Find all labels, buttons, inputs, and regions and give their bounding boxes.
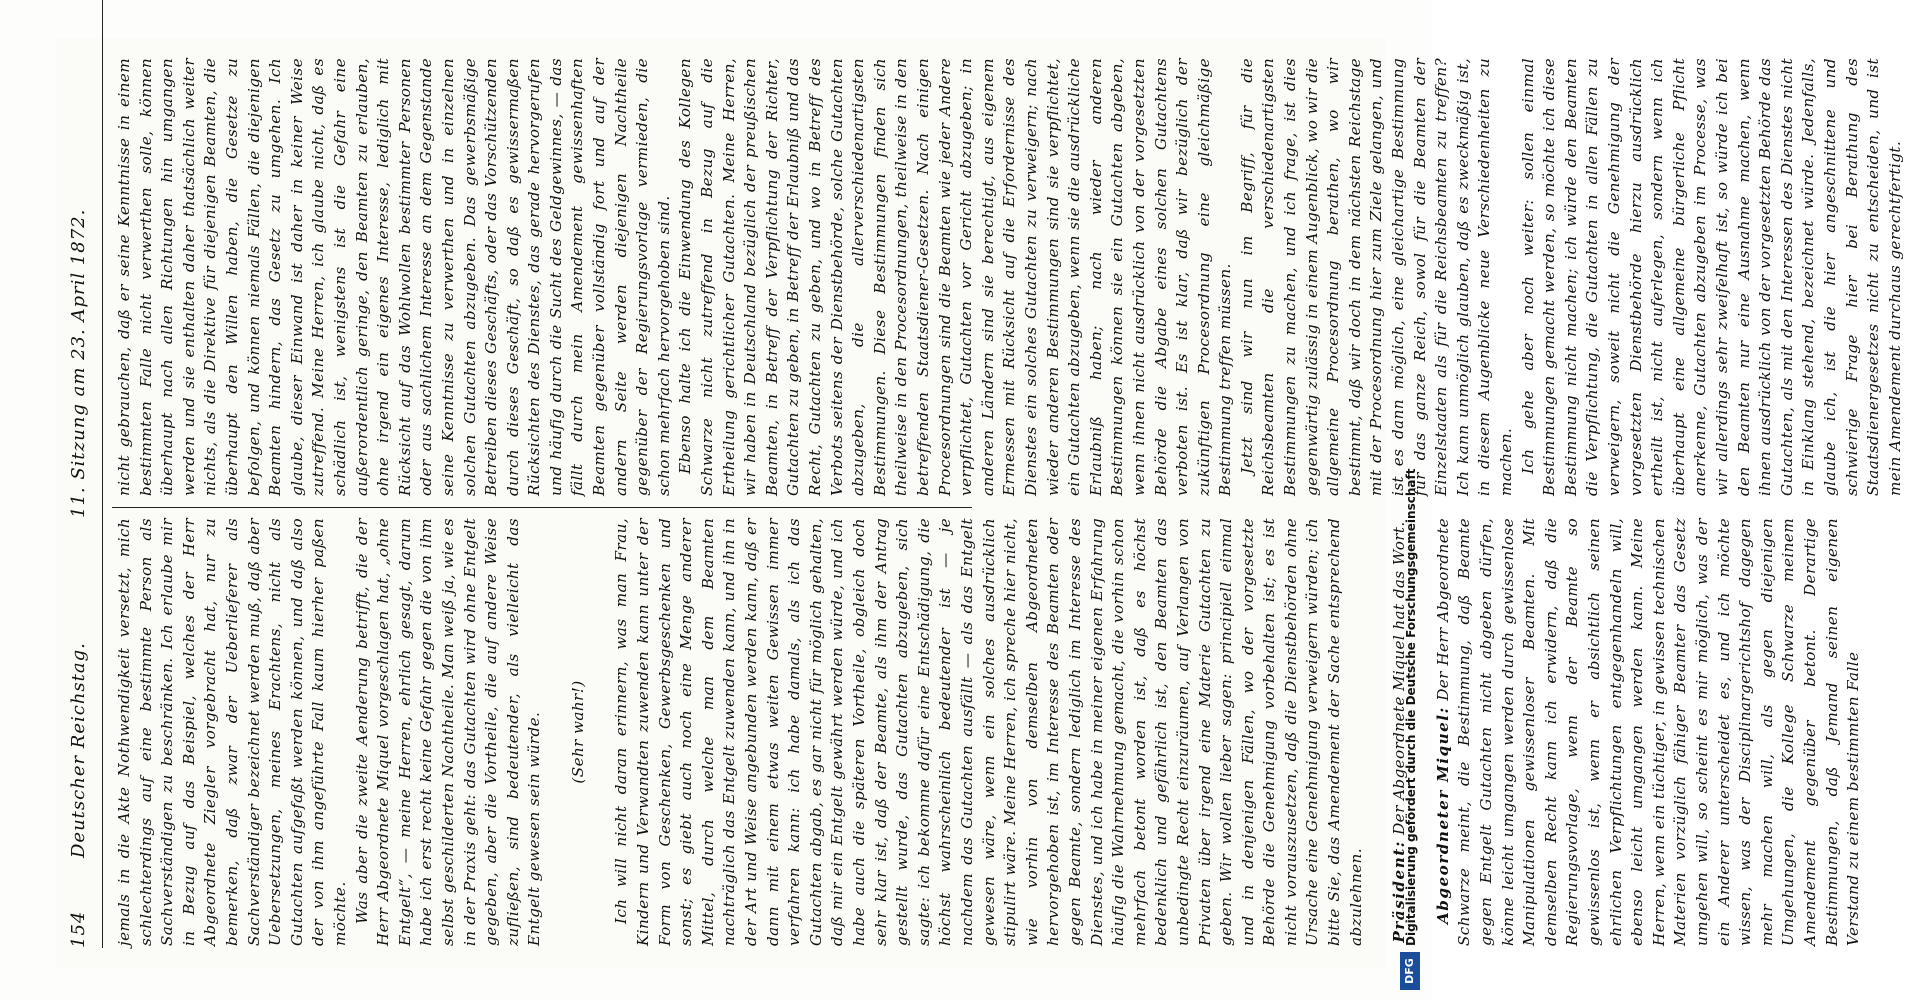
column-divider — [112, 507, 972, 508]
page-header — [64, 58, 98, 948]
right-paragraph-4: Ich gehe aber noch weiter: sollen einmal Bestimmungen gemacht werden, so möchte ich diese Bestimmung nicht machen; ich würde den Beamten die Verpflichtung, die Gutachten in allen Fällen zu verweigern, soweit nicht die Genehmigung der vorgesetzten Dienstbehörde hierzu ausdrücklich ertheilt ist, nicht auferlegen, sondern wenn ich überhaupt eine allgemeine bürgerliche Pflicht anerkenne, Gutachten abzugeben im Processe, was wir allerdings sehr zweifelhaft ist, so würde ich bei den Beamten nur eine Ausnahme machen, wenn ihnen ausdrücklich von der vorgesetzten Behörde das Gutachten, als mit den Interessen des Dienstes nicht in Einklang stehend, bezeichnet würde. Jedenfalls, glaube ich, ist die hier angeschnittene und schwierige Frage hier bei Berathung des Staatsdienergesetzes nicht zu entscheiden, und ist mein Amendement durchaus gerechtfertigt. — [1518, 58, 1904, 496]
dfg-funding-note — [1398, 0, 1426, 990]
right-paragraph-3: Jetzt sind wir nun im Begriff, für die Reichsbeamten die verschiedenartigsten Bestimmungen zu machen, und ich frage, ist dies gegenwärtig zulässig in einem Augenblick, wo wir die allgemeine Procesordnung berathen, wo wir bestimmt, daß wir doch in dem nächsten Reichstage mit der Procesordnung hier zum Ziele gelangen, und ist es dann möglich, eine gleichartige Bestimmung für das ganze Reich, sowol für die Beamten der Einzelstaaten als für die Reichsbeamten zu treffen? Ich kann unmöglich glauben, daß es zweckmäßig ist, in diesem Augenblicke neue Verschiedenheiten zu machen. — [1237, 58, 1515, 496]
dfg-note-text: Digitalisierung gefördert durch die Deutsche Forschungsgemeinschaft — [1404, 468, 1418, 946]
applause-note: (Sehr wahr!) — [568, 680, 587, 784]
speaker-label: Abgeordneter Miquel: — [1433, 706, 1452, 924]
dfg-logo: DFG — [1400, 952, 1420, 990]
left-paragraph-1: jemals in die Akte Nothwendigkeit versetzt, mich schlechterdings auf eine bestimmte Person als Sachverständigen zu beschränken. Ich erlaube mir in Bezug auf das Beispiel, welches der Herr Abgeordnete Ziegler vorgebracht hat, nur zu bemerken, daß zwar der Ueberlieferer als Sachverständiger bezeichnet werden muß, daß aber Uebersetzungen, meines Erachtens, nicht als Gutachten aufgefaßt werden können, und daß also der von ihm angeführte Fall kaum hierher paßen möchte. — [115, 518, 349, 946]
right-paragraph-2: Ebenso halte ich die Einwendung des Kollegen Schwarze nicht zutreffend in Bezug auf die Ertheilung gerichtlicher Gutachten. Meine Herren, wir haben in Deutschland bezüglich der preußischen Beamten, in Betreff der Verpflichtung der Richter, Gutachten zu geben, in Betreff der Erlaubniß und das Recht, Gutachten zu geben, und wo in Betreff des Verbots seitens der Dienstbehörde, solche Gutachten abzugeben, die allerverschiedenartigsten Bestimmungen. Diese Bestimmungen finden sich theilweise in den Procesordnungen, theilweise in den betreffenden Staatsdiener-Gesetzen. Nach einigen Procesordnungen sind die Beamten wie jeder Andere verpflichtet, Gutachten vor Gericht abzugeben; in anderen Ländern sind sie berechtigt, aus eigenem Ermessen mit Rücksicht auf die Erfordernisse des Dienstes ein solches Gutachten zu verweigern; nach wieder anderen Bestimmungen sind sie verpflichtet, ein Gutachten abzugeben, wenn sie die ausdrückliche Erlaubniß haben; nach wieder anderen Bestimmungen können sie ein Gutachten abgeben, wenn ihnen nicht ausdrücklich von der vorgesetzten Behörde die Abgabe eines solchen Gutachtens verboten ist. Es ist klar, daß wir bezüglich der zukünftigen Procesordnung eine gleichmäßige Bestimmung treffen müssen. — [676, 58, 1235, 496]
president-label: Präsident: — [1390, 840, 1409, 943]
session-title: 11. Sitzung am 23. April 1872. — [68, 208, 89, 518]
publication-title: Deutscher Reichstag. — [68, 642, 89, 858]
page-number: 154 — [68, 910, 89, 948]
left-paragraph-2: Was aber die zweite Aenderung betrifft, die der Herr Abgeordnete Miquel vorgeschlagen hat, „ohne Entgelt“, — meine Herren, ehrlich gesagt, darum habe ich erst recht keine Gefahr gegen die von ihm selbst geschilderten Nachtheile. Man weiß ja, wie es in der Praxis geht: das Gutachten wird ohne Entgelt gegeben, aber die Vortheile, die auf andere Weise zufließen, sind bedeutender, als vielleicht das Entgelt gewesen sein würde. — [352, 518, 544, 946]
left-paragraph-3: Ich will nicht daran erinnern, was man Frau, Kindern und Verwandten zuwenden kann unter der Form von Geschenken, Gewerbsgeschenken und sonst; es giebt auch noch eine Menge anderer Mittel, durch welche man dem Beamten nachträglich das Entgelt zuwenden kann, und ihn in der Art und Weise angebunden werden kann, daß er dann mit einem etwas weiten Gewissen immer verfahren kann: ich habe damals, als ich das Gutachten abgab, es gar nicht für möglich gehalten, daß mir ein Entgelt gewährt werden würde, und ich habe auch die späteren Vortheile, obgleich doch sehr klar ist, daß der Beamte, als ihm der Antrag gestellt wurde, das Gutachten abzugeben, sich sagte: ich bekomme dafür eine Entschädigung, die höchst wahrscheinlich bedeutender ist — je nachdem das Gutachten ausfällt — als das Entgelt gewesen wäre, wenn ein solches ausdrücklich stipulirt wäre. Meine Herren, ich spreche hier nicht, wie vorhin von demselben Abgeordneten hervorgehoben ist, im Interesse des Beamten oder gegen Beamte, sondern lediglich im Interesse des Dienstes, und ich habe in meiner eigenen Erfahrung häufig die Wahrnehmung gemacht, die vorhin schon mehrfach betont worden ist, daß es höchst bedenklich und gefährlich ist, den Beamten das unbedingte Recht einzuräumen, auf Verlangen von Privaten über irgend eine Materie Gutachten zu geben. Wir wollen lieber sagen: principiell einmal und in denjenigen Fällen, wo der vorgesetzte Behörde die Genehmigung vorbehalten ist; es ist nicht vorauszusetzen, daß die Dienstbehörden ohne Ursache eine Genehmigung verweigern würden; ich bitte Sie, das Amendement der Sache entsprechend abzulehnen. — [612, 518, 1365, 946]
left-paragraph-4 — [1433, 518, 1865, 946]
speaker-text: Der Herr Abgeordnete Schwarze meint, die Bestimmung, daß Beamte gegen Entgelt Gutachten nicht abgeben dürfen, könne leicht umgangen werden durch gewissenlose Manipulationen gewissenloser Beamten. Mit demselben Recht kann ich erwidern, daß die Regierungsvorlage, wenn der Beamte so gewissenlos ist, wenn er absichtlich seinen ehrlichen Verpflichtungen entgegenhandeln will, ebenso leicht umgangen werden kann. Meine Herren, wenn ein tüchtiger, in gewissen technischen Materien vorzüglich fähiger Beamter das Gesetz umgehen will, so scheint es mir möglich, was der ein Anderer unterscheidet es, und ich möchte wissen, was der Disciplinargerichtshof dagegen mehr machen will, als gegen diejenigen Umgehungen, die Kollege Schwarze meinem Amendement gegenüber betont. Derartige Bestimmungen, daß Jemand seinen eigenen Verstand zu einem bestimmten Falle — [1433, 517, 1863, 946]
right-paragraph-1: nicht gebrauchen, daß er seine Kenntnisse in einem bestimmten Falle nicht verwerthen solle, können überhaupt nach allen Richtungen hin umgangen werden und sie enthalten daher thatsächlich weiter nichts, als die Direktive für diejenigen Beamten, die überhaupt den Willen haben, die Gesetze zu befolgen, und können niemals Fällen, die diejenigen Beamten hindern, das Gesetz zu umgehen. Ich glaube, dieser Einwand ist daher in keiner Weise zutreffend. Meine Herren, ich glaube nicht, daß es schädlich ist, wenigstens ist die Gefahr eine außerordentlich geringe, den Beamten zu erlauben, ohne irgend ein eigenes Interesse, lediglich mit Rücksicht auf das Wohlwollen bestimmter Personen oder aus sachlichem Interesse an dem Gegenstande seine Kenntnisse zu verwerthen und in einzelnen solchen Gutachten abzugeben. Das gewerbsmäßige Betreiben dieses Geschäfts, oder das Vorschützenden durch dieses Geschäft, so daß es gewissermaßen Rücksichten des Dienstes, das gerade hervorgerufen und häufig durch die Sucht des Geldgewinnes, — das fällt durch mein Amendement gewissenhaften Beamten gegenüber vollständig fort und auf der andern Seite werden diejenigen Nachtheile gegenüber der Regierungsvorlage vermieden, die schon mehrfach hervorgehoben sind. — [115, 58, 673, 496]
header-rule — [102, 0, 103, 948]
right-column — [114, 58, 1904, 496]
president-text: Der Abgeordnete Miquel hat das Wort. — [1390, 521, 1409, 835]
